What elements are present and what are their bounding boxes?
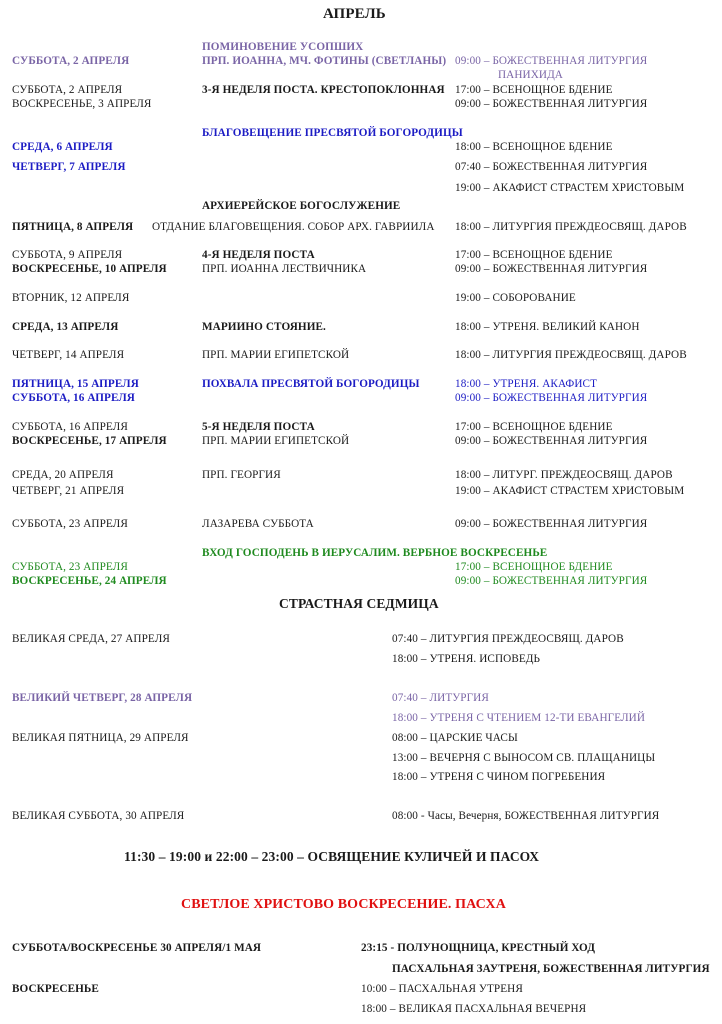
service-day: СУББОТА, 2 АПРЕЛЯ: [12, 84, 123, 96]
saint-name: ЛАЗАРЕВА СУББОТА: [202, 518, 314, 530]
service-day: ПЯТНИЦА, 8 АПРЕЛЯ: [12, 221, 134, 233]
service-day: ЧЕТВЕРГ, 14 АПРЕЛЯ: [12, 349, 125, 361]
service-day: ВЕЛИКИЙ ЧЕТВЕРГ, 28 АПРЕЛЯ: [12, 692, 193, 704]
saint-name: 5-Я НЕДЕЛЯ ПОСТА: [202, 421, 315, 433]
service-time: 09:00 – БОЖЕСТВЕННАЯ ЛИТУРГИЯ: [455, 575, 648, 587]
blessing-notice: 11:30 – 19:00 и 22:00 – 23:00 – ОСВЯЩЕНИЕ КУЛИЧЕЙ И ПАСОХ: [124, 849, 540, 864]
section-title: СТРАСТНАЯ СЕДМИЦА: [279, 596, 439, 611]
service-time: 18:00 – ЛИТУРГИЯ ПРЕЖДЕОСВЯЩ. ДАРОВ: [455, 349, 687, 361]
saint-name: 3-Я НЕДЕЛЯ ПОСТА. КРЕСТОПОКЛОННАЯ: [202, 84, 445, 96]
service-time: 18:00 – ВСЕНОЩНОЕ БДЕНИЕ: [455, 141, 613, 153]
service-time: 07:40 – ЛИТУРГИЯ ПРЕЖДЕОСВЯЩ. ДАРОВ: [392, 633, 624, 645]
service-day: ВОСКРЕСЕНЬЕ, 10 АПРЕЛЯ: [12, 263, 167, 275]
service-time: ПАСХАЛЬНАЯ ЗАУТРЕНЯ, БОЖЕСТВЕННАЯ ЛИТУРГИЯ: [392, 963, 710, 975]
service-day: СРЕДА, 20 АПРЕЛЯ: [12, 469, 114, 481]
service-day: ВЕЛИКАЯ СРЕДА, 27 АПРЕЛЯ: [12, 633, 170, 645]
service-time: 19:00 – СОБОРОВАНИЕ: [455, 292, 576, 304]
service-time: ПАНИХИДА: [498, 69, 563, 81]
saint-name: ПРП. МАРИИ ЕГИПЕТСКОЙ: [202, 435, 350, 447]
service-day: ВОСКРЕСЕНЬЕ: [12, 983, 99, 995]
service-time: 17:00 – ВСЕНОЩНОЕ БДЕНИЕ: [455, 249, 613, 261]
service-time: 10:00 – ПАСХАЛЬНАЯ УТРЕНЯ: [361, 983, 523, 995]
saint-name: ПОХВАЛА ПРЕСВЯТОЙ БОГОРОДИЦЫ: [202, 378, 420, 390]
service-day: СРЕДА, 6 АПРЕЛЯ: [12, 141, 113, 153]
service-day: СУББОТА, 23 АПРЕЛЯ: [12, 518, 128, 530]
saint-name: ОТДАНИЕ БЛАГОВЕЩЕНИЯ. СОБОР АРХ. ГАВРИИЛА: [152, 221, 435, 233]
service-day: ПЯТНИЦА, 15 АПРЕЛЯ: [12, 378, 139, 390]
service-time: 13:00 – ВЕЧЕРНЯ С ВЫНОСОМ СВ. ПЛАЩАНИЦЫ: [392, 752, 656, 764]
service-day: СУББОТА, 2 АПРЕЛЯ: [12, 55, 130, 67]
service-time: 19:00 – АКАФИСТ СТРАСТЕМ ХРИСТОВЫМ: [455, 485, 685, 497]
feast-title: ВХОД ГОСПОДЕНЬ В ИЕРУСАЛИМ. ВЕРБНОЕ ВОСКРЕСЕНЬЕ: [202, 547, 548, 559]
page-title: АПРЕЛЬ: [323, 6, 386, 22]
service-time: 09:00 – БОЖЕСТВЕННАЯ ЛИТУРГИЯ: [455, 518, 648, 530]
service-time: 17:00 – ВСЕНОЩНОЕ БДЕНИЕ: [455, 421, 613, 433]
service-time: 18:00 – УТРЕНЯ С ЧИНОМ ПОГРЕБЕНИЯ: [392, 771, 606, 783]
service-day: ЧЕТВЕРГ, 21 АПРЕЛЯ: [12, 485, 125, 497]
service-time: 09:00 – БОЖЕСТВЕННАЯ ЛИТУРГИЯ: [455, 98, 648, 110]
service-day: СУББОТА, 9 АПРЕЛЯ: [12, 249, 123, 261]
service-time: 18:00 – ЛИТУРГ. ПРЕЖДЕОСВЯЩ. ДАРОВ: [455, 469, 673, 481]
service-day: СУББОТА, 23 АПРЕЛЯ: [12, 561, 128, 573]
pascha-title: СВЕТЛОЕ ХРИСТОВО ВОСКРЕСЕНИЕ. ПАСХА: [181, 897, 506, 912]
service-day: ЧЕТВЕРГ, 7 АПРЕЛЯ: [12, 161, 126, 173]
feast-title: ПОМИНОВЕНИЕ УСОПШИХ: [202, 41, 364, 53]
feast-title: АРХИЕРЕЙСКОЕ БОГОСЛУЖЕНИЕ: [202, 200, 401, 212]
service-time: 07:40 – ЛИТУРГИЯ: [392, 692, 489, 704]
saint-name: ПРП. МАРИИ ЕГИПЕТСКОЙ: [202, 349, 350, 361]
service-time: 17:00 – ВСЕНОЩНОЕ БДЕНИЕ: [455, 84, 613, 96]
service-time: 08:00 - Часы, Вечерня, БОЖЕСТВЕННАЯ ЛИТУРГИЯ: [392, 810, 660, 822]
service-day: СУББОТА, 16 АПРЕЛЯ: [12, 392, 135, 404]
service-day: ВТОРНИК, 12 АПРЕЛЯ: [12, 292, 130, 304]
service-time: 07:40 – БОЖЕСТВЕННАЯ ЛИТУРГИЯ: [455, 161, 648, 173]
service-day: ВОСКРЕСЕНЬЕ, 24 АПРЕЛЯ: [12, 575, 167, 587]
service-time: 09:00 – БОЖЕСТВЕННАЯ ЛИТУРГИЯ: [455, 55, 648, 67]
service-time: 18:00 – УТРЕНЯ С ЧТЕНИЕМ 12-ТИ ЕВАНГЕЛИЙ: [392, 712, 646, 724]
service-day: ВЕЛИКАЯ СУББОТА, 30 АПРЕЛЯ: [12, 810, 185, 822]
saint-name: ПРП. ИОАННА, МЧ. ФОТИНЫ (СВЕТЛАНЫ): [202, 55, 447, 67]
saint-name: ПРП. ГЕОРГИЯ: [202, 469, 281, 481]
service-time: 09:00 – БОЖЕСТВЕННАЯ ЛИТУРГИЯ: [455, 435, 648, 447]
service-time: 18:00 – УТРЕНЯ. ИСПОВЕДЬ: [392, 653, 541, 665]
service-day: СУББОТА/ВОСКРЕСЕНЬЕ 30 АПРЕЛЯ/1 МАЯ: [12, 942, 262, 954]
service-time: 09:00 – БОЖЕСТВЕННАЯ ЛИТУРГИЯ: [455, 263, 648, 275]
service-time: 18:00 – ВЕЛИКАЯ ПАСХАЛЬНАЯ ВЕЧЕРНЯ: [361, 1003, 587, 1015]
saint-name: ПРП. ИОАННА ЛЕСТВИЧНИКА: [202, 263, 367, 275]
service-day: ВОСКРЕСЕНЬЕ, 3 АПРЕЛЯ: [12, 98, 152, 110]
service-day: СРЕДА, 13 АПРЕЛЯ: [12, 321, 119, 333]
service-day: ВОСКРЕСЕНЬЕ, 17 АПРЕЛЯ: [12, 435, 167, 447]
service-time: 08:00 – ЦАРСКИЕ ЧАСЫ: [392, 732, 518, 744]
service-time: 18:00 – ЛИТУРГИЯ ПРЕЖДЕОСВЯЩ. ДАРОВ: [455, 221, 687, 233]
saint-name: 4-Я НЕДЕЛЯ ПОСТА: [202, 249, 315, 261]
service-time: 09:00 – БОЖЕСТВЕННАЯ ЛИТУРГИЯ: [455, 392, 648, 404]
service-time: 18:00 – УТРЕНЯ. ВЕЛИКИЙ КАНОН: [455, 321, 640, 333]
service-day: СУББОТА, 16 АПРЕЛЯ: [12, 421, 128, 433]
service-day: ВЕЛИКАЯ ПЯТНИЦА, 29 АПРЕЛЯ: [12, 732, 189, 744]
saint-name: МАРИИНО СТОЯНИЕ.: [202, 321, 326, 333]
service-time: 18:00 – УТРЕНЯ. АКАФИСТ: [455, 378, 598, 390]
feast-title: БЛАГОВЕЩЕНИЕ ПРЕСВЯТОЙ БОГОРОДИЦЫ: [202, 127, 463, 139]
service-time: 19:00 – АКАФИСТ СТРАСТЕМ ХРИСТОВЫМ: [455, 182, 685, 194]
service-time: 17:00 – ВСЕНОЩНОЕ БДЕНИЕ: [455, 561, 613, 573]
service-time: 23:15 - ПОЛУНОЩНИЦА, КРЕСТНЫЙ ХОД: [361, 942, 596, 954]
